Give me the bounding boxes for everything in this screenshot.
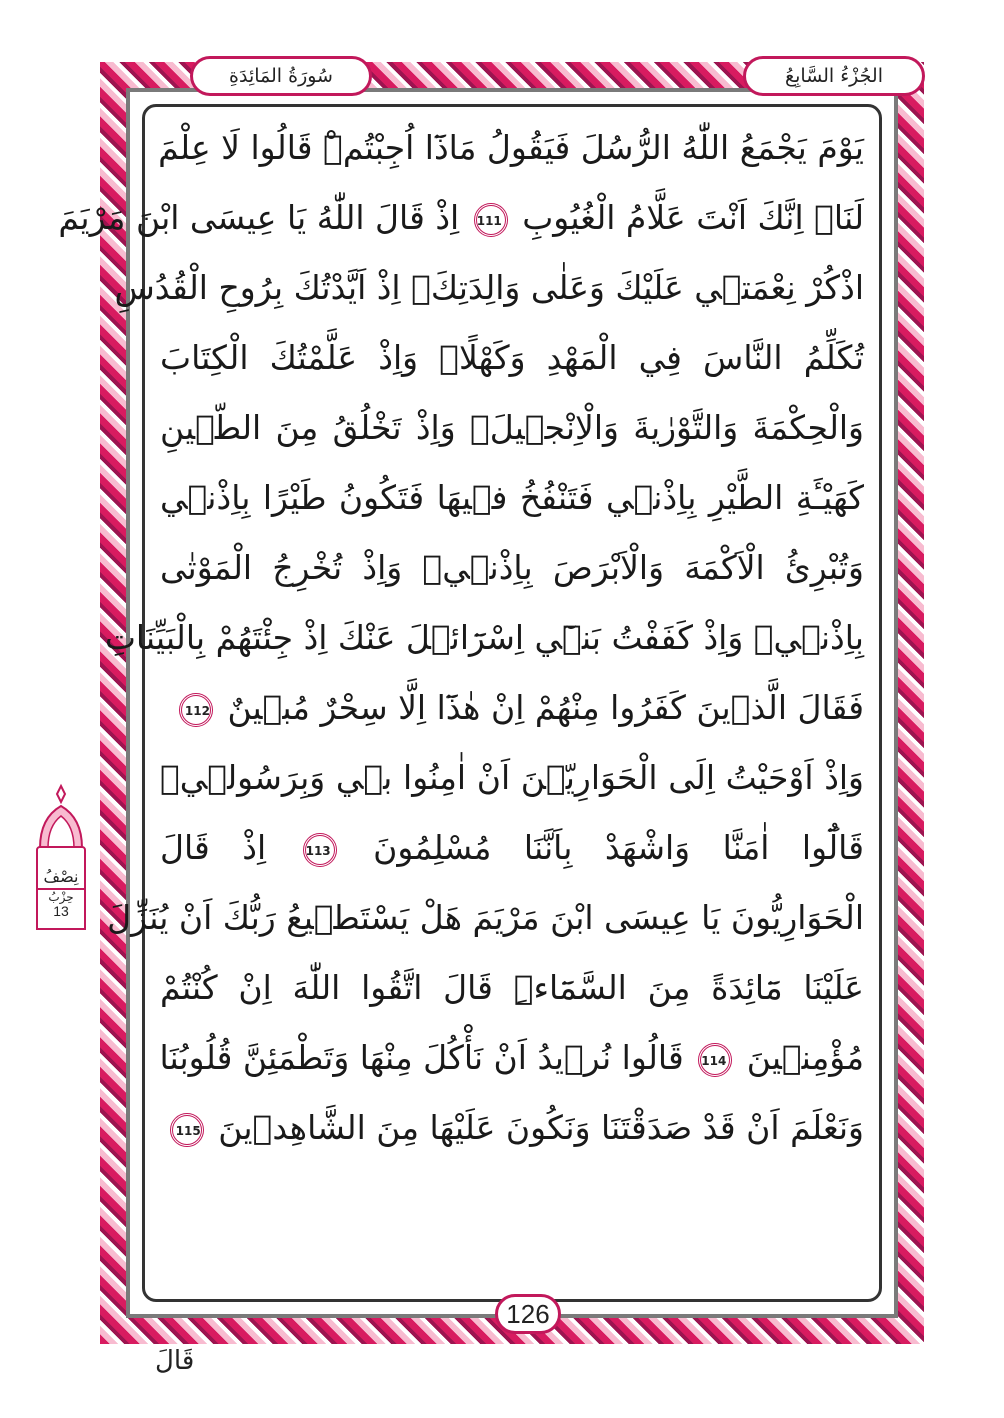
hizb-ornament-icon [30, 784, 92, 854]
line-text: وَتُبْرِئُ الْاَكْمَهَ وَالْاَبْرَصَ بِاِذْن۪يۚ وَاِذْ تُخْرِجُ الْمَوْتٰى [160, 548, 864, 587]
ayah-number-marker: 114 [698, 1043, 732, 1077]
quran-line [160, 818, 864, 878]
quran-line [160, 538, 864, 598]
ayah-number-marker: 115 [170, 1113, 204, 1147]
ayah-number-marker: 113 [303, 833, 337, 867]
line-text: بِاِذْن۪يۚ وَاِذْ كَفَفْتُ بَن۪ٓي اِسْرَٓائ۪لَ عَنْكَ اِذْ جِئْتَهُمْ بِالْبَيِّنَاتِ [104, 618, 864, 657]
nisf-label: نِصْفُ [38, 848, 84, 890]
quran-line [160, 958, 864, 1018]
line-text: اِذْ قَالَ [160, 828, 267, 867]
catchword: قَالَ [155, 1346, 195, 1376]
surah-name-header: سُورَةُ المَائِدَةِ [190, 56, 372, 96]
quran-line [160, 118, 864, 178]
ayah-number-marker: 112 [179, 693, 213, 727]
quran-line [160, 468, 864, 528]
line-text: قَالُٓوا اٰمَنَّا وَاشْهَدْ بِاَنَّنَا مُسْلِمُونَ [373, 828, 864, 867]
quran-line [160, 678, 864, 738]
quran-line [160, 1098, 864, 1158]
line-text: اذْكُرْ نِعْمَت۪ي عَلَيْكَ وَعَلٰى وَالِدَتِكَۢ اِذْ اَيَّدْتُكَ بِرُوحِ الْقُدُسِ [114, 268, 864, 307]
quran-line [160, 398, 864, 458]
line-text: الْحَوَارِيُّونَ يَا عِيسَى ابْنَ مَرْيَمَ هَلْ يَسْتَط۪يعُ رَبُّكَ اَنْ يُنَزِّلَ [107, 898, 864, 937]
line-text: وَالْحِكْمَةَ وَالتَّوْرٰيةَ وَالْاِنْج۪يلَۚ وَاِذْ تَخْلُقُ مِنَ الطّ۪ينِ [160, 408, 864, 447]
ayah-number-marker: 111 [474, 203, 508, 237]
line-text: عَلَيْنَا مَٓائِدَةً مِنَ السَّمَٓاءِۜ قَالَ اتَّقُوا اللّٰهَ اِنْ كُنْتُمْ [160, 968, 864, 1007]
quran-line [107, 888, 864, 948]
line-text: يَوْمَ يَجْمَعُ اللّٰهُ الرُّسُلَ فَيَقُولُ مَاذَٓا اُجِبْتُمْۜ قَالُوا لَا عِلْمَ [158, 128, 864, 167]
line-text: كَهَيْـَٔةِ الطَّيْرِ بِاِذْن۪ي فَتَنْفُخُ ف۪يهَا فَتَكُونُ طَيْرًا بِاِذْن۪ي [160, 478, 864, 517]
line-text: اِذْ قَالَ اللّٰهُ يَا عِيسَى ابْنَ مَرْيَمَ [58, 198, 460, 237]
quran-line [160, 328, 864, 388]
hizb-label-box [36, 846, 86, 930]
quran-line [160, 748, 864, 808]
hizb-label: حِزْبُ [48, 890, 74, 904]
quran-line [58, 188, 864, 248]
hizb-number: 13 [53, 903, 69, 919]
line-text: وَاِذْ اَوْحَيْتُ اِلَى الْحَوَارِيّ۪نَ اَنْ اٰمِنُوا ب۪ي وَبِرَسُول۪يۚ [160, 758, 864, 797]
line-text: تُكَلِّمُ النَّاسَ فِي الْمَهْدِ وَكَهْلًاۚ وَاِذْ عَلَّمْتُكَ الْكِتَابَ [160, 338, 864, 377]
page-number: 126 [495, 1294, 561, 1334]
quran-line [114, 258, 864, 318]
line-text: لَنَاۜ اِنَّكَ اَنْتَ عَلَّامُ الْغُيُوبِ [522, 198, 864, 237]
quran-line [104, 608, 864, 668]
juz-name-header: الجُزْءُ السَّابِعُ [743, 56, 925, 96]
line-text: قَالُوا نُر۪يدُ اَنْ نَأْكُلَ مِنْهَا وَتَطْمَئِنَّ قُلُوبُنَا [159, 1038, 684, 1077]
line-text: مُؤْمِن۪ينَ [746, 1038, 864, 1077]
hizb-marker [30, 784, 92, 934]
line-text: فَقَالَ الَّذ۪ينَ كَفَرُوا مِنْهُمْ اِنْ هٰذَٓا اِلَّا سِحْرٌ مُب۪ينٌ [227, 688, 864, 727]
line-text: وَنَعْلَمَ اَنْ قَدْ صَدَقْتَنَا وَنَكُونَ عَلَيْهَا مِنَ الشَّاهِد۪ينَ [218, 1108, 864, 1147]
quran-line [160, 1028, 864, 1088]
